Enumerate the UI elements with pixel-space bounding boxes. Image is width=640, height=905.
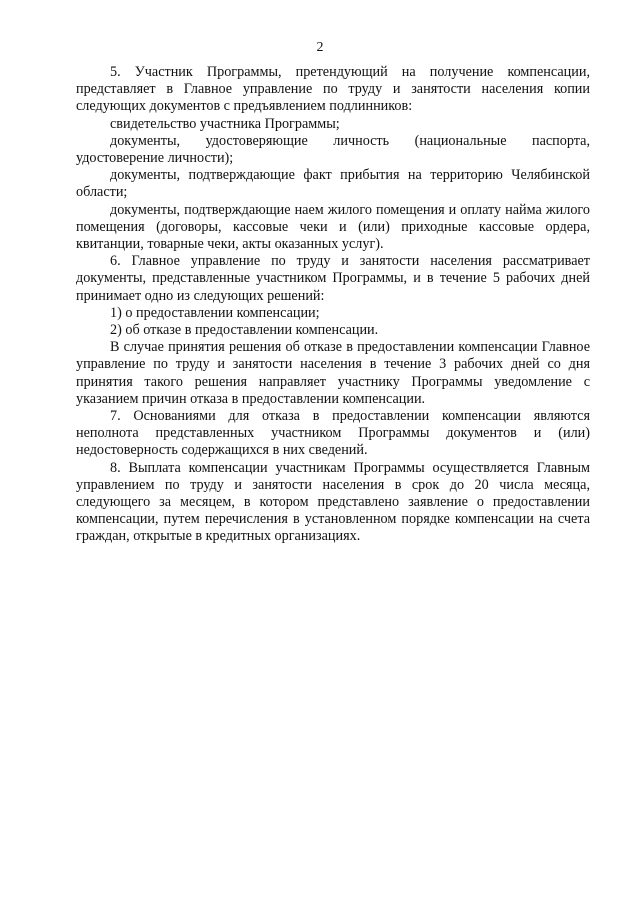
document-list-item-housing: документы, подтверждающие наем жилого помещения и оплату найма жилого помещения (договоры, кассовые чеки и (или) приходные кассовые ордера, квитанции, товарные чеки, акты оказанных услуг). (76, 201, 590, 253)
document-list-item-arrival: документы, подтверждающие факт прибытия на территорию Челябинской области; (76, 167, 590, 201)
decision-option-refuse: 2) об отказе в предоставлении компенсации. (110, 322, 379, 339)
paragraph-item-7: 7. Основаниями для отказа в предоставлении компенсации являются неполнота представленных участником Программы документов и (или) недостоверность содержащихся в них сведений. (76, 408, 590, 459)
paragraph-item-6: 6. Главное управление по труду и занятости населения рассматривает документы, представленные участником Программы, и в течение 5 рабочих дней принимает одно из следующих решений: (76, 253, 590, 304)
refusal-notice-paragraph: В случае принятия решения об отказе в предоставлении компенсации Главное управление по труду и занятости населения в течение 3 рабочих дней со дня принятия такого решения направляет участнику Программы уведомление с указанием причин отказа в предоставлении компенсации. (76, 339, 590, 407)
page-number: 2 (316, 40, 324, 55)
decision-option-grant: 1) о предоставлении компенсации; (110, 304, 320, 321)
document-body (76, 64, 590, 546)
paragraph-item-5: 5. Участник Программы, претендующий на получение компенсации, представляет в Главное управление по труду и занятости населения копии следующих документов с предъявлением подлинников: (76, 64, 590, 115)
document-list-item-certificate: свидетельство участника Программы; (110, 115, 340, 132)
paragraph-item-8: 8. Выплата компенсации участникам Программы осуществляется Главным управлением по труду и занятости населения в срок до 20 числа месяца, следующего за месяцем, в котором представлено заявление о предоставлении компенсации, путем перечисления в установленном порядке компенсации на счета граждан, открытые в кредитных организациях. (76, 459, 590, 545)
document-list-item-identity: документы, удостоверяющие личность (национальные паспорта, удостоверение личности); (76, 132, 590, 167)
